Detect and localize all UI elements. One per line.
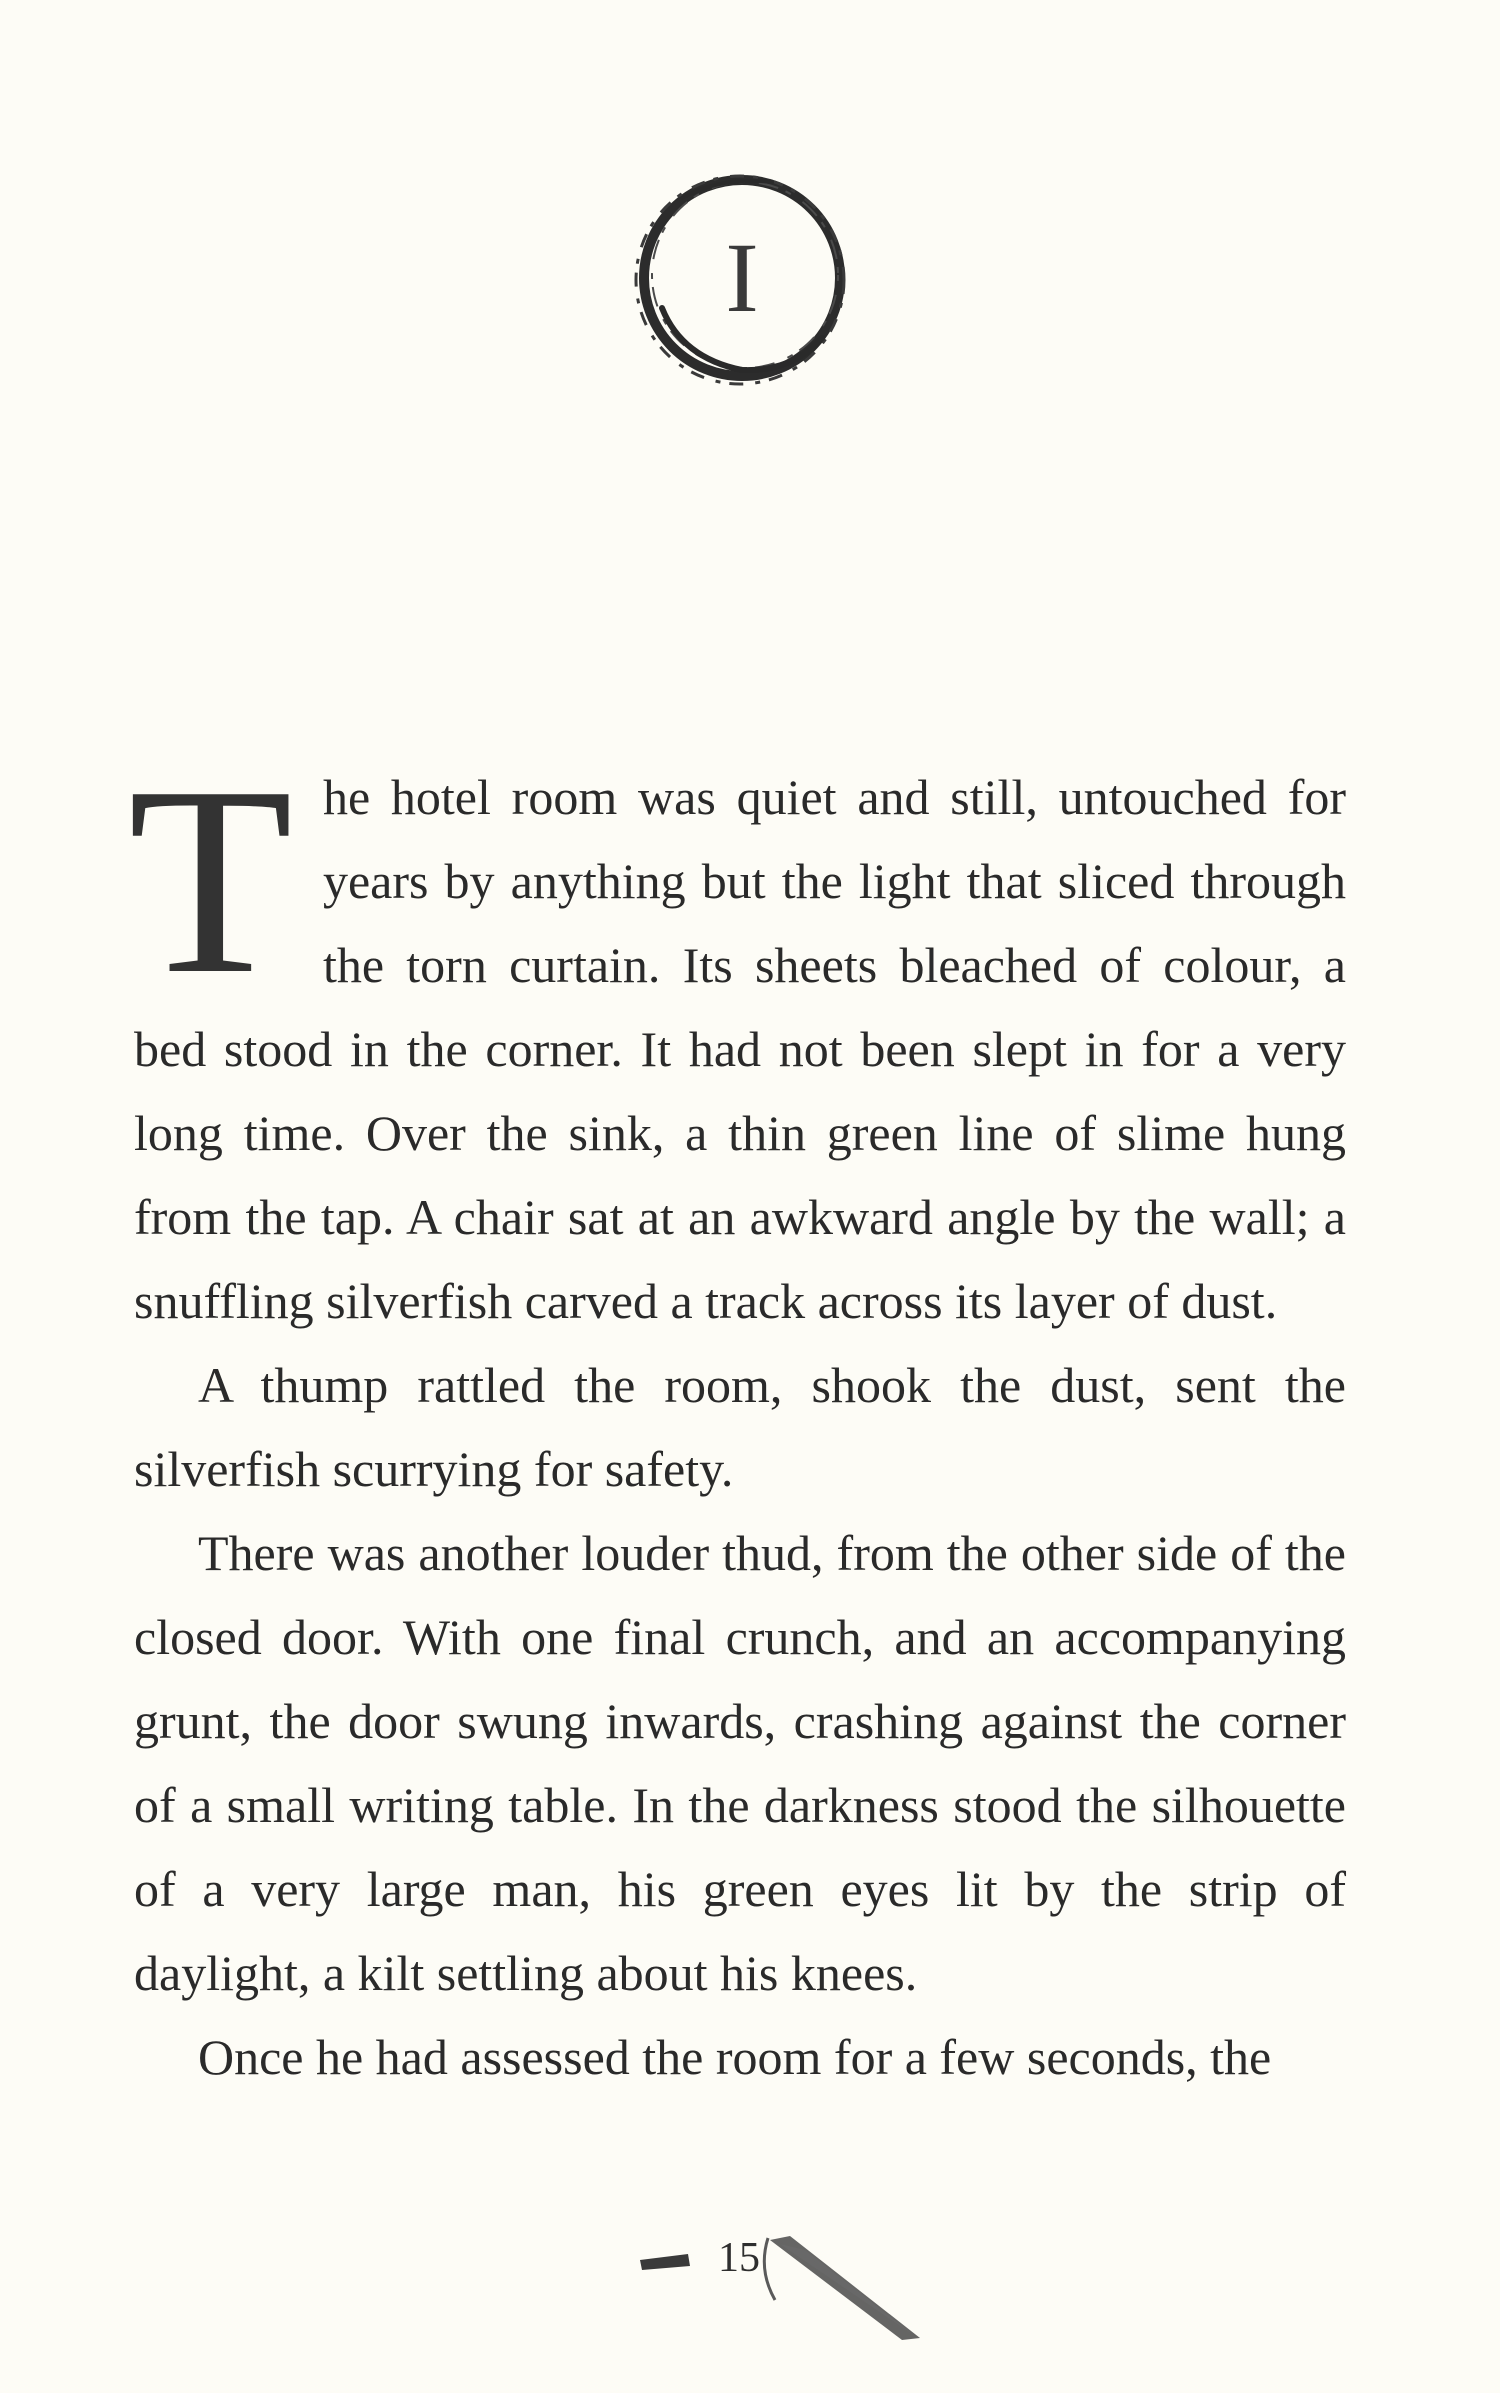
page-footer [640,2220,940,2340]
paragraph-4: Once he had assessed the room for a few seconds, the [198,2029,1272,2085]
quill-icon [640,2220,940,2340]
chapter-numeral: I [725,222,759,333]
page-number: 15 [718,2235,760,2281]
drop-cap: T [128,731,293,1030]
paragraph-2: A thump rattled the room, shook the dust, sent the silverfish scurrying for safety. [134,1357,1346,1497]
chapter-badge [622,158,862,398]
paragraph-1-text: he hotel room was quiet and still, untouched for years by anything but the light that sliced through the torn curtain. Its sheets bleached of colour, a bed stood in the corner. It had not been slept in for a very long time. Over the sink, a thin green line of slime hung from the tap. A chair sat at an awkward angle by the wall; a snuffling silverfish carved a track across its layer of dust. [134,769,1346,1329]
body-text [128,731,1346,2099]
paragraph-1 [128,731,1346,1343]
paragraph-3: There was another louder thud, from the other side of the closed door. With one final crunch, and an accompanying grunt, the door swung inwards, crashing against the corner of a small writing table. In the darkness stood the silhouette of a very large man, his green eyes lit by the strip of daylight, a kilt settling about his knees. [134,1525,1346,2001]
